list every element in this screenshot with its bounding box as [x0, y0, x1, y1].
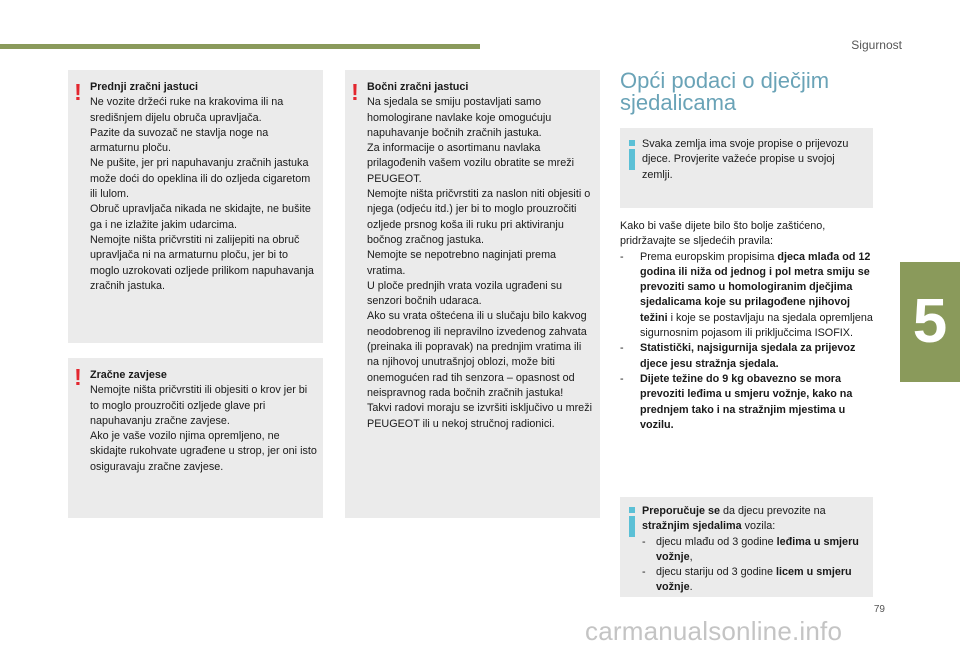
warning-box-side-airbags: [345, 70, 600, 518]
section-label: Sigurnost: [851, 38, 902, 52]
rule-bold-text: Statistički, najsigurnija sjedala za prijevoz djece jesu stražnja sjedala.: [640, 342, 856, 370]
rule-bold-text: Dijete težine do 9 kg obavezno se mora prevoziti leđima u smjeru vožnje, kako na prednjem tako i na stražnjim mjestima u vozilu.: [640, 372, 853, 431]
watermark: carmanualsonline.info: [585, 616, 843, 646]
info-icon: [628, 507, 636, 537]
warning-text: [367, 80, 594, 432]
chapter-tab: [900, 262, 960, 382]
warning-title: Zračne zavjese: [90, 369, 167, 381]
rule-text-tail: i koje se postavljaju na sjedala opremljena sigurnosnim pojasom ili priključcima ISOFIX.: [640, 311, 873, 340]
recommendation-item: - djecu mlađu od 3 godine leđima u smjeru vožnje,: [642, 535, 859, 563]
warning-text: [90, 368, 317, 475]
recommendation-lead: Preporučuje se da djecu prevozite na stražnjim sjedalima vozila:: [642, 505, 826, 533]
warning-body: Nemojte ništa pričvrstiti ili objesiti o krov jer bi to moglo prouzročiti ozljede glave pri napuhavanju zračne zavjese. Ako je vaše vozilo njima opremljeno, ne skidajte rukohvate ugrađene u strop, jer oni isto osiguravaju zračne zavjese.: [90, 384, 317, 473]
recommendation-text: [642, 504, 867, 596]
list-dash: -: [620, 250, 624, 263]
section-title: Opći podaci o dječjim sjedalicama: [620, 68, 830, 115]
info-icon: [628, 140, 636, 170]
rule-item: [620, 341, 875, 372]
rule-item: [620, 372, 875, 433]
info-box-country-rules: [620, 128, 873, 208]
chapter-number: 5: [912, 287, 948, 356]
header-accent-bar: [0, 44, 480, 49]
warning-body: Na sjedala se smiju postavljati samo homologirane navlake koje omogućuju napuhavanje bočnih zračnih jastuka. Za informacije o asortimanu navlaka prilagođenih vašem vozilu obratite se mreži PEUGEOT. Nemojte ništa pričvrstiti za naslon niti objesiti o njega (odjeću itd.) jer bi to moglo prouzročiti ozljede prsnog koša ili ruku pri aktiviranju bočnog zračnog jastuka. Nemojte se nepotrebno naginjati prema vratima. U ploče prednjih vrata vozila ugrađeni su senzori bočnih udaraca. Ako su vrata oštećena ili u slučaju bilo kakvog neodobrenog ili nepravilno izvedenog zahvata (preinaka ili popravak) na prednjim vratima ili na njihovoj unutrašnjoj oblozi, može biti onemogućen rad tih senzora – opasnost od neispravnog rada bočnih zračnih jastuka! Takvi radovi moraju se izvršiti isključivo u mreži PEUGEOT ili u nekoj stručnoj radionici.: [367, 96, 592, 430]
warning-box-curtain-airbags: [68, 358, 323, 518]
exclamation-warning-icon: !: [74, 79, 82, 105]
info-note: Svaka zemlja ima svoje propise o prijevozu djece. Provjerite važeće propise u svojoj zemlji.: [642, 138, 849, 181]
exclamation-warning-icon: !: [351, 79, 359, 105]
warning-title: Prednji zračni jastuci: [90, 81, 199, 93]
rule-item: [620, 250, 875, 342]
child-seat-rules: [620, 219, 875, 433]
rule-text: Prema europskim propisima: [640, 250, 778, 263]
recommendation-item: - djecu stariju od 3 godine licem u smjeru vožnje.: [642, 566, 852, 594]
exclamation-warning-icon: !: [74, 364, 82, 390]
page-number: 79: [873, 604, 885, 615]
warning-body: Ne vozite držeći ruke na krakovima ili na središnjem dijelu obruča upravljača. Pazite da suvozač ne stavlja noge na armaturnu ploču. Ne pušite, jer pri napuhavanju zračnih jastuka može doći do opeklina ili do ozljeda cigaretom ili lulom. Obruč upravljača nikada ne skidajte, ne bušite ga i ne izlažite jakim udarcima. Nemojte ništa pričvrstiti ni zalijepiti na obruč upravljača ni na armaturnu ploču, jer bi to moglo uzrokovati ozljede prilikom napuhavanja zračnih jastuka.: [90, 96, 314, 292]
rule-bold-text: djeca mlađa od 12 godina ili niža od jednog i pol metra smiju se prevoziti samo u homologiranim dječjima sjedalicama koje su prilagođene njihovoj težini: [640, 250, 871, 324]
list-dash: -: [620, 372, 624, 385]
warning-box-front-airbags: [68, 70, 323, 343]
warning-text: [90, 80, 317, 294]
warning-title: Bočni zračni jastuci: [367, 81, 469, 93]
info-box-recommendation: [620, 497, 873, 597]
rules-intro: Kako bi vaše dijete bilo što bolje zaštićeno, pridržavajte se sljedećih pravila:: [620, 220, 826, 248]
list-dash: -: [620, 342, 624, 355]
